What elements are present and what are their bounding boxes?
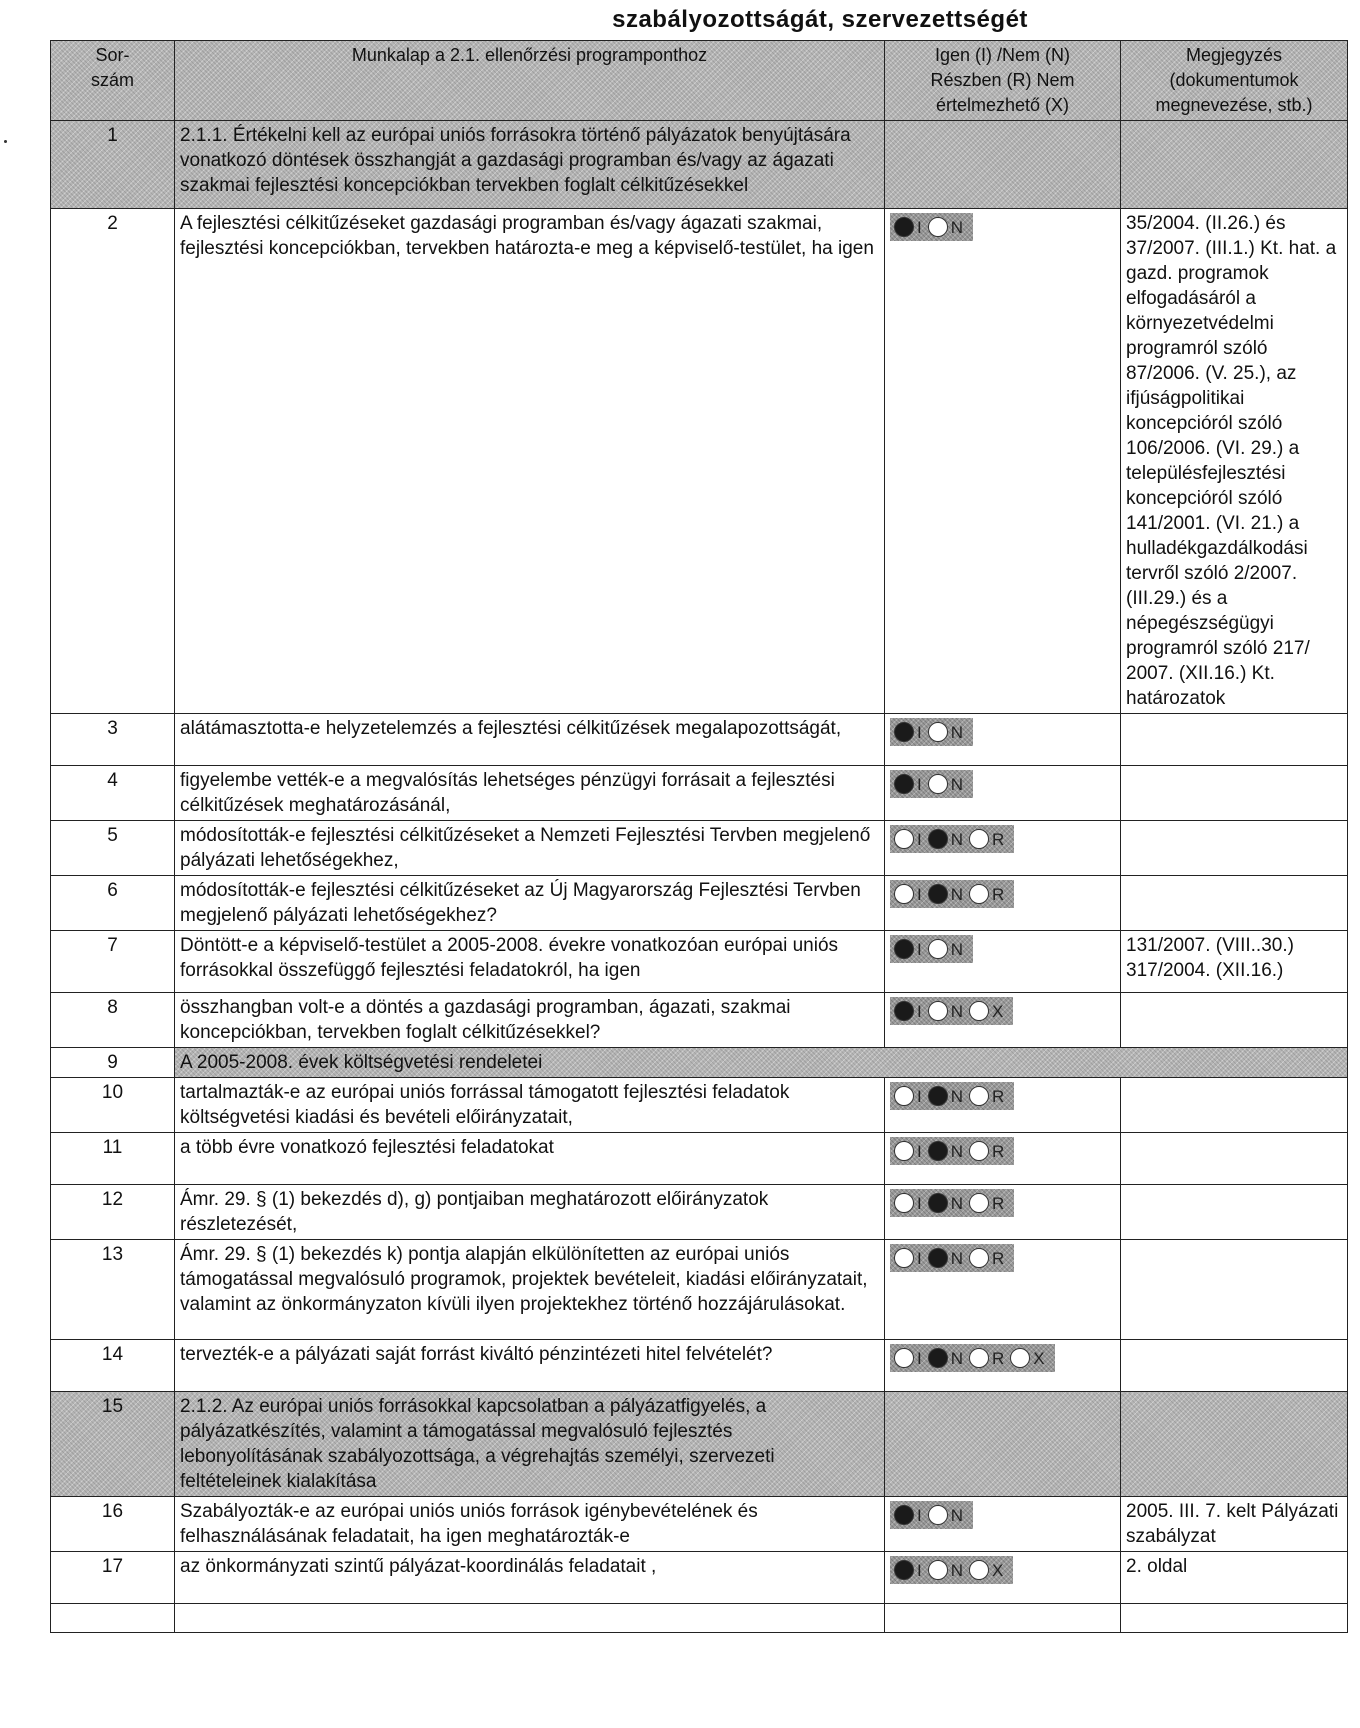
audit-worksheet-table <box>50 40 1348 1633</box>
radio-unchecked-icon[interactable] <box>969 1193 989 1213</box>
question-text: tervezték-e a pályázati saját forrást kiváltó pénzintézeti hitel felvételét? <box>175 1340 885 1392</box>
row-number: 4 <box>51 766 175 821</box>
row-number: 9 <box>51 1048 175 1078</box>
answer-option[interactable] <box>928 1084 963 1109</box>
empty-cell <box>175 1604 885 1633</box>
radio-unchecked-icon[interactable] <box>894 1248 914 1268</box>
answer-option[interactable] <box>969 1084 1004 1109</box>
row-number: 13 <box>51 1240 175 1340</box>
note-cell <box>1121 1240 1348 1340</box>
answer-option[interactable] <box>969 1139 1004 1164</box>
answer-option[interactable] <box>969 1346 1004 1371</box>
answer-option[interactable] <box>894 720 922 745</box>
answer-option[interactable] <box>969 827 1004 852</box>
row-number: 16 <box>51 1497 175 1552</box>
answer-cell <box>885 1340 1121 1392</box>
answer-option[interactable] <box>969 999 1003 1024</box>
answer-option[interactable] <box>928 882 963 907</box>
table-row <box>51 993 1348 1048</box>
radio-unchecked-icon[interactable] <box>928 774 948 794</box>
table-row <box>51 1048 1348 1078</box>
radio-unchecked-icon[interactable] <box>928 939 948 959</box>
note-cell <box>1121 993 1348 1048</box>
answer-option-label: I <box>917 1348 922 1368</box>
header-row-number: Sor- szám <box>51 41 175 121</box>
question-text: Döntött-e a képviselő-testület a 2005-2008. évekre vonatkozóan európai uniós forrásokkal összefüggő fejlesztési feladatokról, ha igen <box>175 931 885 993</box>
note-cell <box>1121 714 1348 766</box>
answer-cell <box>885 821 1121 876</box>
answer-radio-group <box>890 718 973 746</box>
radio-unchecked-icon[interactable] <box>894 1348 914 1368</box>
answer-option-label: R <box>992 1141 1005 1161</box>
radio-unchecked-icon[interactable] <box>928 1505 948 1525</box>
answer-cell <box>885 1078 1121 1133</box>
radio-unchecked-icon[interactable] <box>1010 1348 1030 1368</box>
table-row <box>51 121 1348 209</box>
radio-unchecked-icon[interactable] <box>969 829 989 849</box>
radio-unchecked-icon[interactable] <box>928 217 948 237</box>
answer-radio-group <box>890 1556 1013 1584</box>
question-text: Szabályozták-e az európai uniós uniós források igénybevételének és felhasználásának feladatait, ha igen meghatározták-e <box>175 1497 885 1552</box>
radio-checked-icon[interactable] <box>894 1505 914 1525</box>
subsection-band: A 2005-2008. évek költségvetési rendeletei <box>175 1048 1348 1078</box>
row-number: 1 <box>51 121 175 209</box>
answer-radio-group <box>890 1082 1014 1110</box>
radio-unchecked-icon[interactable] <box>928 1560 948 1580</box>
note-cell <box>1121 121 1348 209</box>
page-title: szabályozottságát, szervezettségét <box>612 6 1028 33</box>
answer-option-label: N <box>950 1505 964 1525</box>
answer-option[interactable] <box>928 720 963 745</box>
answer-cell <box>885 209 1121 714</box>
answer-option[interactable] <box>928 827 963 852</box>
answer-option[interactable] <box>928 999 963 1024</box>
table-row <box>51 1392 1348 1497</box>
radio-checked-icon[interactable] <box>894 939 914 959</box>
answer-option[interactable] <box>894 1139 922 1164</box>
radio-checked-icon[interactable] <box>928 1086 948 1106</box>
table-row <box>51 931 1348 993</box>
radio-unchecked-icon[interactable] <box>969 1086 989 1106</box>
answer-radio-group <box>890 880 1014 908</box>
answer-option[interactable] <box>969 1191 1004 1216</box>
table-row-continued <box>51 1604 1348 1633</box>
row-number: 8 <box>51 993 175 1048</box>
row-number: 2 <box>51 209 175 714</box>
table-row <box>51 1078 1348 1133</box>
note-cell: 35/2004. (II.26.) és 37/2007. (III.1.) Kt. hat. a gazd. programok elfogadásáról a környezetvédelmi programról szóló 87/2006. (V. 25.), az ifjúságpolitikai koncepcióról szóló 106/2006. (VI. 29.) a településfejlesztési koncepcióról szóló 141/2001. (VI. 21.) a hulladékgazdálkodási tervről szóló 2/2007. (III.29.) és a népegészségügyi programról szóló 217/ 2007. (XII.16.) Kt. határozatok <box>1121 209 1348 714</box>
answer-option[interactable] <box>894 827 922 852</box>
answer-option-label: N <box>950 722 964 742</box>
answer-radio-group <box>890 1244 1014 1272</box>
answer-option[interactable] <box>1010 1346 1044 1371</box>
row-number: 11 <box>51 1133 175 1185</box>
answer-option-label: X <box>992 1001 1004 1021</box>
answer-option-label: N <box>950 884 964 904</box>
section-heading: 2.1.2. Az európai uniós forrásokkal kapcsolatban a pályázatfigyelés, a pályázatkészítés, valamint a támogatással megvalósuló fejlesztés lebonyolításának szabályozottsága, a végrehajtás személyi, szervezeti feltételeinek kialakítása <box>175 1392 885 1497</box>
radio-checked-icon[interactable] <box>894 722 914 742</box>
radio-checked-icon[interactable] <box>894 217 914 237</box>
answer-radio-group <box>890 1344 1055 1372</box>
section-heading: 2.1.1. Értékelni kell az európai uniós forrásokra történő pályázatok benyújtására vonatkozó döntések összhangját a gazdasági programban és/vagy az ágazati szakmai fejlesztési koncepciókban tervekben foglalt célkitűzésekkel <box>175 121 885 209</box>
note-cell <box>1121 1392 1348 1497</box>
answer-option-label: I <box>917 1505 922 1525</box>
table-header-row <box>51 41 1348 121</box>
question-text: az önkormányzati szintű pályázat-koordinálás feladatait , <box>175 1552 885 1604</box>
answer-option[interactable] <box>894 215 922 240</box>
answer-radio-group <box>890 1189 1014 1217</box>
table-row <box>51 209 1348 714</box>
answer-option[interactable] <box>928 772 963 797</box>
empty-cell <box>1121 1604 1348 1633</box>
answer-option-label: I <box>917 774 922 794</box>
answer-cell <box>885 1240 1121 1340</box>
question-text: figyelembe vették-e a megvalósítás lehetséges pénzügyi forrásait a fejlesztési célkitűzések meghatározásánál, <box>175 766 885 821</box>
row-number: 10 <box>51 1078 175 1133</box>
answer-option-label: N <box>950 1560 964 1580</box>
answer-option[interactable] <box>928 937 963 962</box>
header-answer: Igen (I) /Nem (N) Részben (R) Nem értelmezhető (X) <box>885 41 1121 121</box>
answer-option[interactable] <box>894 1246 922 1271</box>
table-row <box>51 714 1348 766</box>
answer-option-label: N <box>950 1348 964 1368</box>
note-cell <box>1121 821 1348 876</box>
radio-checked-icon[interactable] <box>928 1248 948 1268</box>
answer-cell <box>885 121 1121 209</box>
note-cell: 131/2007. (VIII..30.) 317/2004. (XII.16.) <box>1121 931 1348 993</box>
radio-unchecked-icon[interactable] <box>928 1001 948 1021</box>
table-row <box>51 821 1348 876</box>
question-text: a több évre vonatkozó fejlesztési feladatokat <box>175 1133 885 1185</box>
radio-checked-icon[interactable] <box>928 884 948 904</box>
answer-option-label: N <box>950 1086 964 1106</box>
answer-option-label: I <box>917 829 922 849</box>
answer-option-label: R <box>992 829 1005 849</box>
radio-unchecked-icon[interactable] <box>969 1141 989 1161</box>
radio-unchecked-icon[interactable] <box>894 829 914 849</box>
radio-checked-icon[interactable] <box>928 1193 948 1213</box>
note-cell <box>1121 766 1348 821</box>
answer-option-label: N <box>950 774 964 794</box>
answer-cell <box>885 1497 1121 1552</box>
answer-option[interactable] <box>969 882 1004 907</box>
note-cell <box>1121 1340 1348 1392</box>
empty-cell <box>51 1604 175 1633</box>
answer-option-label: N <box>950 1001 964 1021</box>
question-text: alátámasztotta-e helyzetelemzés a fejlesztési célkitűzések megalapozottságát, <box>175 714 885 766</box>
answer-option-label: N <box>950 1193 964 1213</box>
answer-cell <box>885 931 1121 993</box>
answer-option-label: N <box>950 829 964 849</box>
answer-option-label: X <box>1033 1348 1045 1368</box>
answer-option[interactable] <box>928 215 963 240</box>
answer-option-label: I <box>917 1086 922 1106</box>
table-row <box>51 766 1348 821</box>
answer-option-label: N <box>950 217 964 237</box>
answer-option[interactable] <box>928 1503 963 1528</box>
answer-cell <box>885 714 1121 766</box>
answer-cell <box>885 1392 1121 1497</box>
header-note: Megjegyzés (dokumentumok megnevezése, stb.) <box>1121 41 1348 121</box>
row-number: 5 <box>51 821 175 876</box>
note-cell: 2. oldal <box>1121 1552 1348 1604</box>
answer-option[interactable] <box>928 1346 963 1371</box>
answer-option[interactable] <box>894 772 922 797</box>
answer-option-label: R <box>992 884 1005 904</box>
answer-option-label: I <box>917 1001 922 1021</box>
answer-option[interactable] <box>928 1558 963 1583</box>
radio-unchecked-icon[interactable] <box>969 1560 989 1580</box>
stray-mark <box>4 140 7 143</box>
radio-unchecked-icon[interactable] <box>969 884 989 904</box>
row-number: 12 <box>51 1185 175 1240</box>
table-row <box>51 1497 1348 1552</box>
radio-unchecked-icon[interactable] <box>928 722 948 742</box>
row-number: 15 <box>51 1392 175 1497</box>
answer-cell <box>885 876 1121 931</box>
answer-option[interactable] <box>894 1346 922 1371</box>
answer-option[interactable] <box>894 1503 922 1528</box>
radio-unchecked-icon[interactable] <box>969 1001 989 1021</box>
answer-radio-group <box>890 770 973 798</box>
answer-cell <box>885 993 1121 1048</box>
table-row <box>51 1552 1348 1604</box>
radio-checked-icon[interactable] <box>928 829 948 849</box>
row-number: 14 <box>51 1340 175 1392</box>
answer-option-label: I <box>917 1141 922 1161</box>
answer-cell <box>885 1552 1121 1604</box>
answer-option[interactable] <box>894 1084 922 1109</box>
answer-radio-group <box>890 213 973 241</box>
answer-option-label: I <box>917 1248 922 1268</box>
answer-option-label: I <box>917 1193 922 1213</box>
question-text: módosították-e fejlesztési célkitűzéseket a Nemzeti Fejlesztési Tervben megjelenő pályázati lehetőségekhez, <box>175 821 885 876</box>
radio-checked-icon[interactable] <box>894 1001 914 1021</box>
question-text: összhangban volt-e a döntés a gazdasági programban, ágazati, szakmai koncepciókban, tervekben foglalt célkitűzésekkel? <box>175 993 885 1048</box>
answer-option-label: N <box>950 939 964 959</box>
answer-radio-group <box>890 825 1014 853</box>
answer-option[interactable] <box>928 1246 963 1271</box>
answer-option[interactable] <box>894 1191 922 1216</box>
answer-cell <box>885 766 1121 821</box>
empty-cell <box>885 1604 1121 1633</box>
question-text: Ámr. 29. § (1) bekezdés d), g) pontjaiban meghatározott előirányzatok részletezését, <box>175 1185 885 1240</box>
answer-option-label: N <box>950 1141 964 1161</box>
answer-radio-group <box>890 1501 973 1529</box>
table-row <box>51 1185 1348 1240</box>
answer-radio-group <box>890 935 973 963</box>
header-question: Munkalap a 2.1. ellenőrzési programponthoz <box>175 41 885 121</box>
answer-option-label: R <box>992 1193 1005 1213</box>
answer-option[interactable] <box>969 1246 1004 1271</box>
row-number: 6 <box>51 876 175 931</box>
table-row <box>51 1133 1348 1185</box>
radio-checked-icon[interactable] <box>928 1348 948 1368</box>
answer-option-label: I <box>917 1560 922 1580</box>
question-text: Ámr. 29. § (1) bekezdés k) pontja alapján elkülönítetten az európai uniós támogatással megvalósuló programok, projektek bevételeit, kiadási előirányzatait, valamint az önkormányzaton kívüli ilyen projektekhez történő hozzájárulásokat. <box>175 1240 885 1340</box>
row-number: 3 <box>51 714 175 766</box>
radio-unchecked-icon[interactable] <box>969 1348 989 1368</box>
answer-option-label: I <box>917 884 922 904</box>
radio-unchecked-icon[interactable] <box>894 1141 914 1161</box>
answer-option-label: N <box>950 1248 964 1268</box>
answer-option-label: X <box>992 1560 1004 1580</box>
answer-option[interactable] <box>894 1558 922 1583</box>
answer-option-label: I <box>917 939 922 959</box>
note-cell <box>1121 1133 1348 1185</box>
note-cell <box>1121 876 1348 931</box>
radio-unchecked-icon[interactable] <box>894 884 914 904</box>
radio-unchecked-icon[interactable] <box>894 1086 914 1106</box>
radio-unchecked-icon[interactable] <box>894 1193 914 1213</box>
row-number: 17 <box>51 1552 175 1604</box>
radio-checked-icon[interactable] <box>928 1141 948 1161</box>
table-row <box>51 876 1348 931</box>
answer-option-label: R <box>992 1086 1005 1106</box>
answer-cell <box>885 1185 1121 1240</box>
question-text: A fejlesztési célkitűzéseket gazdasági programban és/vagy ágazati szakmai, fejlesztési koncepciókban, tervekben határozta-e meg a képviselő-testület, ha igen <box>175 209 885 714</box>
answer-option-label: R <box>992 1348 1005 1368</box>
radio-checked-icon[interactable] <box>894 1560 914 1580</box>
table-row <box>51 1340 1348 1392</box>
answer-option[interactable] <box>894 937 922 962</box>
table-row <box>51 1240 1348 1340</box>
radio-unchecked-icon[interactable] <box>969 1248 989 1268</box>
answer-radio-group <box>890 1137 1014 1165</box>
answer-radio-group <box>890 997 1013 1025</box>
answer-option[interactable] <box>969 1558 1003 1583</box>
note-cell: 2005. III. 7. kelt Pályázati szabályzat <box>1121 1497 1348 1552</box>
question-text: tartalmazták-e az európai uniós forrással támogatott fejlesztési feladatok költségvetési kiadási és bevételi előirányzatait, <box>175 1078 885 1133</box>
answer-cell <box>885 1133 1121 1185</box>
answer-option[interactable] <box>894 882 922 907</box>
answer-option[interactable] <box>894 999 922 1024</box>
answer-option-label: I <box>917 722 922 742</box>
answer-option-label: I <box>917 217 922 237</box>
note-cell <box>1121 1078 1348 1133</box>
answer-option-label: R <box>992 1248 1005 1268</box>
answer-option[interactable] <box>928 1139 963 1164</box>
row-number: 7 <box>51 931 175 993</box>
note-cell <box>1121 1185 1348 1240</box>
radio-checked-icon[interactable] <box>894 774 914 794</box>
answer-option[interactable] <box>928 1191 963 1216</box>
question-text: módosították-e fejlesztési célkitűzéseket az Új Magyarország Fejlesztési Tervben megjelenő pályázati lehetőségekhez? <box>175 876 885 931</box>
